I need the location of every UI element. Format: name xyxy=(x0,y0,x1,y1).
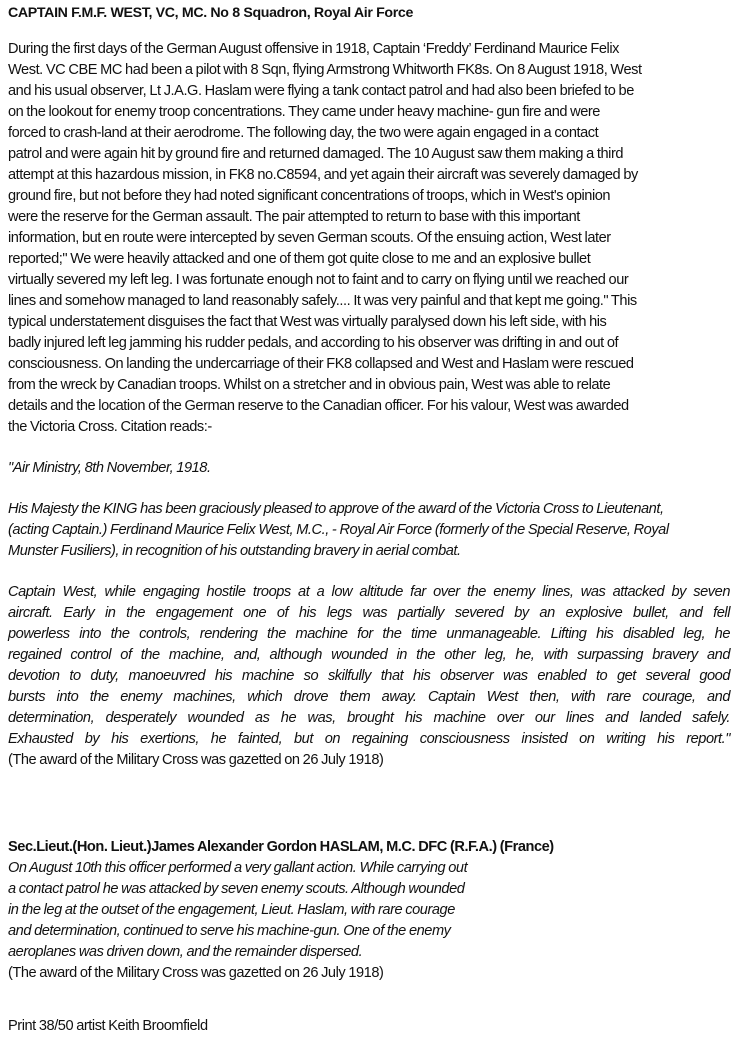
text-line: badly injured left leg jamming his rudder pedals, and according to his observer was drifting in and out of xyxy=(8,335,619,351)
text-line: virtually severed my left leg. I was fortunate enough not to faint and to carry on flying until we reached our xyxy=(8,272,629,288)
citation-dateline xyxy=(8,458,730,479)
text-line: (The award of the Military Cross was gazetted on 26 July 1918) xyxy=(8,752,384,768)
print-note xyxy=(8,1016,730,1037)
text-line: Exhausted by his exertions, he fainted, but on regaining consciousness insisted on writing his report." xyxy=(8,731,730,747)
text-line: and his usual observer, Lt J.A.G. Haslam were flying a tank contact patrol and had also been briefed to be xyxy=(8,83,634,99)
haslam-citation xyxy=(8,858,730,963)
text-line: His Majesty the KING has been graciously pleased to approve of the award of the Victoria Cross to Lieutenant, xyxy=(8,501,664,517)
text-line: forced to crash-land at their aerodrome. The following day, the two were again engaged in a contact xyxy=(8,125,599,141)
text-line: information, but en route were intercepted by seven German scouts. Of the ensuing action, West later xyxy=(8,230,611,246)
text-line: determination, desperately wounded as he was, brought his machine over our lines and landed safely. xyxy=(8,710,730,726)
text-line: West. VC CBE MC had been a pilot with 8 Sqn, flying Armstrong Whitworth FK8s. On 8 August 1918, West xyxy=(8,62,642,78)
text-line: were the reserve for the German assault. The pair attempted to return to base with this important xyxy=(8,209,580,225)
text-line: Captain West, while engaging hostile troops at a low altitude far over the enemy lines, was attacked by seven xyxy=(8,584,730,600)
text-line: consciousness. On landing the undercarriage of their FK8 collapsed and West and Haslam were rescued xyxy=(8,356,634,372)
intro-paragraph xyxy=(8,39,730,438)
haslam-heading xyxy=(8,837,730,858)
text-line: aeroplanes was driven down, and the remainder dispersed. xyxy=(8,944,363,960)
text-line: bursts into the enemy machines, which drove them away. Captain West then, with rare courage, and xyxy=(8,689,730,705)
citation-announcement xyxy=(8,499,730,562)
text-line: Munster Fusiliers), in recognition of his outstanding bravery in aerial combat. xyxy=(8,543,461,559)
text-line: Print 38/50 artist Keith Broomfield xyxy=(8,1018,208,1034)
text-line: During the first days of the German August offensive in 1918, Captain ‘Freddy’ Ferdinand Maurice Felix xyxy=(8,41,619,57)
text-line: aircraft. Early in the engagement one of his legs was partially severed by an explosive bullet, and fell xyxy=(8,605,730,621)
text-line: lines and somehow managed to land reasonably safely.... It was very painful and that kept me going." This xyxy=(8,293,637,309)
text-line: reported;" We were heavily attacked and one of them got quite close to me and an explosive bullet xyxy=(8,251,591,267)
text-line: from the wreck by Canadian troops. Whilst on a stretcher and in obvious pain, West was able to relate xyxy=(8,377,611,393)
text-line: On August 10th this officer performed a very gallant action. While carrying out xyxy=(8,860,468,876)
military-cross-note xyxy=(8,750,730,771)
text-line: (The award of the Military Cross was gazetted on 26 July 1918) xyxy=(8,965,384,981)
citation-body xyxy=(8,582,730,750)
text-line: attempt at this hazardous mission, in FK8 no.C8594, and yet again their aircraft was severely damaged by xyxy=(8,167,638,183)
text-line: powerless into the controls, rendering the machine for the time unmanageable. Lifting his disabled leg, he xyxy=(8,626,730,642)
text-line: on the lookout for enemy troop concentrations. They came under heavy machine- gun fire and were xyxy=(8,104,600,120)
military-cross-note xyxy=(8,963,730,984)
text-line: Sec.Lieut.(Hon. Lieut.)James Alexander Gordon HASLAM, M.C. DFC (R.F.A.) (France) xyxy=(8,839,554,855)
text-line: and determination, continued to serve his machine-gun. One of the enemy xyxy=(8,923,451,939)
text-line: the Victoria Cross. Citation reads:- xyxy=(8,419,212,435)
document-title: CAPTAIN F.M.F. WEST, VC, MC. No 8 Squadron, Royal Air Force xyxy=(8,5,414,21)
text-line: a contact patrol he was attacked by seven enemy scouts. Although wounded xyxy=(8,881,465,897)
text-line: devotion to duty, manoeuvred his machine so skilfully that his observer was enabled to get several good xyxy=(8,668,730,684)
text-line: regained control of the machine, and, although wounded in the other leg, he, with surpassing bravery and xyxy=(8,647,730,663)
text-line: typical understatement disguises the fact that West was virtually paralysed down his left side, with his xyxy=(8,314,607,330)
text-line: details and the location of the German reserve to the Canadian officer. For his valour, West was awarded xyxy=(8,398,629,414)
text-line: in the leg at the outset of the engagement, Lieut. Haslam, with rare courage xyxy=(8,902,455,918)
text-line: ground fire, but not before they had noted significant concentrations of troops, which in West's opinion xyxy=(8,188,611,204)
text-line: patrol and were again hit by ground fire and returned damaged. The 10 August saw them making a third xyxy=(8,146,624,162)
text-line: (acting Captain.) Ferdinand Maurice Felix West, M.C., - Royal Air Force (formerly of the Special Reserve, Royal xyxy=(8,522,669,538)
text-line: "Air Ministry, 8th November, 1918. xyxy=(8,460,211,476)
